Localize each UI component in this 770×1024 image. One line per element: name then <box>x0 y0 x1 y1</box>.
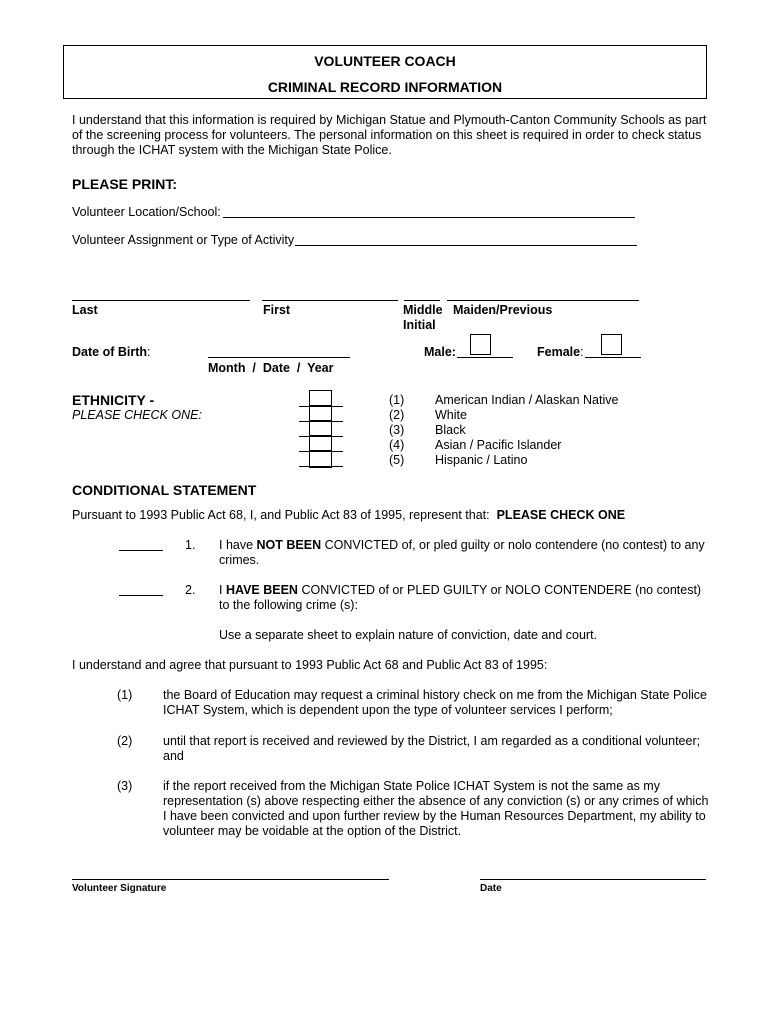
location-input-line[interactable] <box>223 217 635 218</box>
ethnicity-num: (5) <box>389 453 405 467</box>
ethnicity-instruction-wrap <box>72 408 202 422</box>
have-been-convicted-line[interactable] <box>119 595 163 596</box>
dob-label-wrap <box>72 345 150 359</box>
agreement-num: (2) <box>117 734 133 748</box>
ethnicity-line <box>299 436 343 437</box>
assignment-label: Volunteer Assignment or Type of Activity <box>72 233 295 247</box>
female-colon: : <box>580 345 584 359</box>
item1-num: 1. <box>185 538 196 552</box>
intro-line: through the ICHAT system with the Michigan State Police. <box>72 143 392 157</box>
female-label: Female <box>537 345 581 359</box>
agreement-line: if the report received from the Michigan State Police ICHAT System is not the same as my <box>163 779 660 793</box>
ethnicity-instruction: PLEASE CHECK ONE <box>72 408 199 422</box>
dob-colon: : <box>147 345 151 359</box>
female-line <box>585 357 641 358</box>
first-name-line[interactable] <box>262 300 398 301</box>
ethnicity-num: (2) <box>389 408 405 422</box>
first-label: First <box>263 303 291 317</box>
agreement-intro: I understand and agree that pursuant to 1993 Public Act 68 and Public Act 83 of 1995: <box>72 658 548 672</box>
ethnicity-option: Asian / Pacific Islander <box>435 438 562 452</box>
last-label: Last <box>72 303 98 317</box>
dob-format: Month / Date / Year <box>208 361 334 375</box>
ethnicity-num: (1) <box>389 393 405 407</box>
ethnicity-instruction-colon: : <box>198 408 202 422</box>
agreement-line: until that report is received and reviewed by the District, I am regarded as a conditional volunteer; <box>163 734 701 748</box>
form-subtitle: CRIMINAL RECORD INFORMATION <box>267 79 503 95</box>
dob-label: Date of Birth <box>72 345 147 359</box>
ethnicity-line <box>299 466 343 467</box>
ethnicity-line <box>299 421 343 422</box>
female-label-wrap <box>537 345 584 359</box>
separate-sheet-note: Use a separate sheet to explain nature of conviction, date and court. <box>219 628 598 642</box>
agreement-item-2 <box>163 734 700 764</box>
item2-text <box>219 583 701 613</box>
item2-line2: to the following crime (s): <box>219 598 358 612</box>
pursuant-bold: PLEASE CHECK ONE <box>496 508 626 522</box>
pursuant-text: Pursuant to 1993 Public Act 68, I, and Public Act 83 of 1995, represent that: <box>72 508 497 522</box>
signature-label: Volunteer Signature <box>72 883 167 894</box>
agreement-line: I have been convicted and upon further review by the Human Resources Department, my ability to <box>163 809 706 823</box>
ethnicity-option: White <box>435 408 467 422</box>
male-checkbox[interactable] <box>470 334 491 355</box>
ethnicity-num: (4) <box>389 438 405 452</box>
agreement-item-3 <box>163 779 708 839</box>
ethnicity-option: Black <box>435 423 466 437</box>
item1-post: CONVICTED of, or pled guilty or nolo contendere (no contest) to any <box>321 538 705 552</box>
ethnicity-options <box>435 393 618 468</box>
item1-line2: crimes. <box>219 553 260 567</box>
item2-bold: HAVE BEEN <box>225 583 298 597</box>
agreement-num: (3) <box>117 779 133 793</box>
intro-line: of the screening process for volunteers. The personal information on this sheet is required in order to check status <box>72 128 702 142</box>
conditional-heading: CONDITIONAL STATEMENT <box>72 482 257 498</box>
item1-bold: NOT BEEN <box>256 538 322 552</box>
agreement-line: volunteer may be voidable at the option of the District. <box>163 824 462 838</box>
middle-initial-line[interactable] <box>404 300 440 301</box>
ethnicity-line <box>299 406 343 407</box>
ethnicity-line <box>299 451 343 452</box>
agreement-item-1 <box>163 688 707 718</box>
pursuant-line <box>72 508 625 522</box>
item1-pre: I have <box>219 538 257 552</box>
female-checkbox[interactable] <box>601 334 622 355</box>
middle-label: Middle <box>403 303 443 317</box>
agreement-num: (1) <box>117 688 133 702</box>
ethnicity-numbers <box>389 393 404 468</box>
agreement-line: the Board of Education may request a criminal history check on me from the Michigan State Police <box>163 688 708 702</box>
ethnicity-option: American Indian / Alaskan Native <box>435 393 619 407</box>
male-label: Male: <box>424 345 456 359</box>
maiden-label: Maiden/Previous <box>453 303 553 317</box>
agreement-line: representation (s) above respecting either the absence of any conviction (s) or any crimes of which <box>163 794 709 808</box>
ethnicity-heading: ETHNICITY - <box>72 392 155 408</box>
agreement-line: ICHAT System, which is dependent upon the type of volunteer services I perform; <box>163 703 613 717</box>
item2-num: 2. <box>185 583 196 597</box>
last-name-line[interactable] <box>72 300 250 301</box>
date-line[interactable] <box>480 879 706 880</box>
dob-input-line[interactable] <box>208 357 350 358</box>
location-label: Volunteer Location/School: <box>72 205 221 219</box>
title-box <box>63 45 707 99</box>
signature-line[interactable] <box>72 879 389 880</box>
maiden-name-line[interactable] <box>447 300 639 301</box>
item1-text <box>219 538 705 568</box>
male-line <box>457 357 513 358</box>
initial-label: Initial <box>403 318 436 332</box>
intro-line: I understand that this information is required by Michigan Statue and Plymouth-Canton Community Schools as part <box>72 113 707 127</box>
please-print-heading: PLEASE PRINT: <box>72 176 178 192</box>
ethnicity-num: (3) <box>389 423 405 437</box>
intro-paragraph <box>72 113 706 158</box>
item2-pre: I <box>219 583 226 597</box>
item2-post: CONVICTED of or PLED GUILTY or NOLO CONTENDERE (no contest) <box>297 583 702 597</box>
ethnicity-option: Hispanic / Latino <box>435 453 528 467</box>
agreement-line: and <box>163 749 184 763</box>
not-been-convicted-line[interactable] <box>119 550 163 551</box>
form-title: VOLUNTEER COACH <box>314 53 456 69</box>
date-label: Date <box>480 883 502 894</box>
assignment-input-line[interactable] <box>295 245 637 246</box>
